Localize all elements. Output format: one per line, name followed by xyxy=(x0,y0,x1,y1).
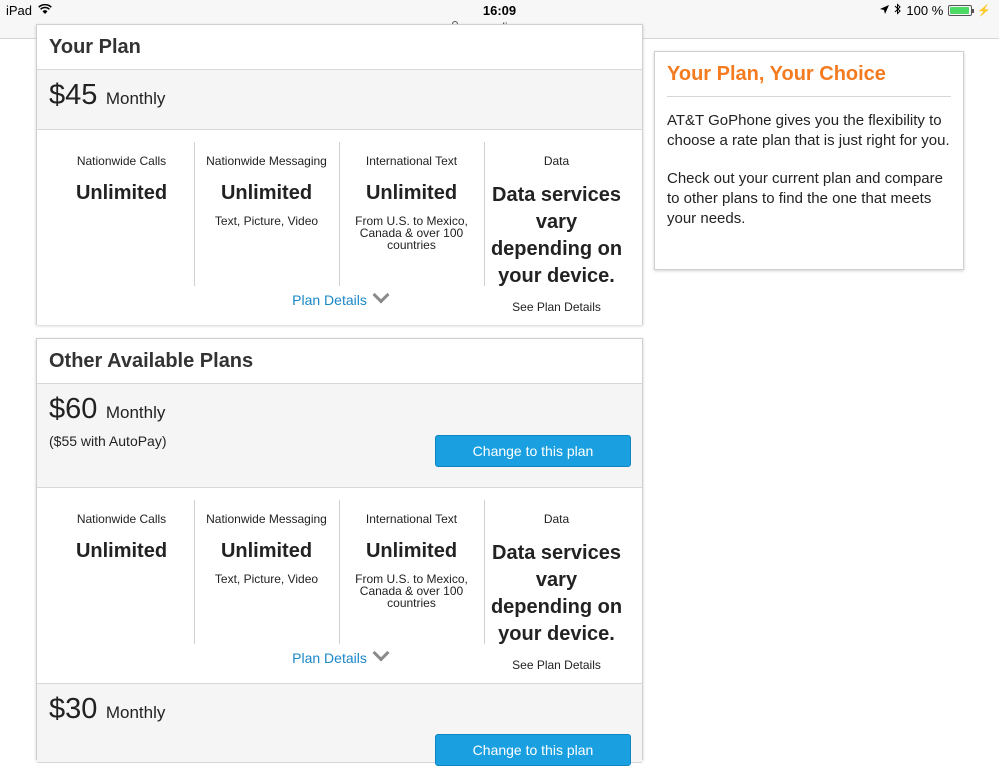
feature-intl-text xyxy=(339,500,485,644)
feature-value: Unlimited xyxy=(365,182,458,204)
feature-value: Data services vary depending on your device. xyxy=(490,542,623,645)
price-period: Monthly xyxy=(105,703,166,722)
price-period: Monthly xyxy=(105,403,166,422)
status-right xyxy=(880,3,991,18)
plan-choice-panel xyxy=(654,51,964,270)
plan-details-label: Plan Details xyxy=(292,650,367,666)
your-plan-price xyxy=(49,79,165,112)
plan-details-label: Plan Details xyxy=(292,292,367,308)
price-amount: $30 xyxy=(49,693,98,725)
plan-details-toggle[interactable] xyxy=(37,650,642,666)
panel-title: Your Plan, Your Choice xyxy=(667,52,951,97)
feature-data xyxy=(484,500,629,672)
feature-intl-text xyxy=(339,142,485,286)
plan-details-toggle[interactable] xyxy=(37,292,642,308)
price-amount: $45 xyxy=(49,79,98,111)
feature-title: International Text xyxy=(365,154,458,168)
bluetooth-icon xyxy=(894,3,901,18)
change-to-plan-60-button[interactable]: Change to this plan xyxy=(435,435,631,467)
other-plans-card xyxy=(36,338,643,760)
feature-sub: From U.S. to Mexico, Canada & over 100 countries xyxy=(355,214,468,252)
feature-value: Unlimited xyxy=(220,182,313,204)
feature-title: International Text xyxy=(365,512,458,526)
device-name: iPad xyxy=(6,3,33,18)
feature-value: Unlimited xyxy=(220,540,313,562)
plan-30-price xyxy=(49,693,165,726)
your-plan-heading: Your Plan xyxy=(37,25,642,70)
change-to-plan-30-button[interactable]: Change to this plan xyxy=(435,734,631,766)
feature-sub: From U.S. to Mexico, Canada & over 100 countries xyxy=(355,572,468,610)
other-plans-heading: Other Available Plans xyxy=(37,339,642,384)
chevron-down-icon xyxy=(372,287,389,304)
see-plan-details-link[interactable]: See Plan Details xyxy=(512,658,601,672)
chevron-down-icon xyxy=(372,645,389,662)
feature-title: Nationwide Calls xyxy=(76,154,167,168)
price-period: Monthly xyxy=(105,89,166,108)
feature-title: Nationwide Calls xyxy=(76,512,167,526)
feature-data xyxy=(484,142,629,314)
plan-60-price xyxy=(49,393,165,426)
price-amount: $60 xyxy=(49,393,98,425)
feature-messaging xyxy=(194,142,340,286)
charging-icon: ⚡ xyxy=(977,5,991,17)
feature-value: Unlimited xyxy=(75,182,168,204)
battery-icon xyxy=(948,5,972,16)
your-plan-price-row xyxy=(37,70,642,130)
your-plan-card xyxy=(36,24,643,325)
plan-30-price-row xyxy=(37,683,642,763)
autopay-note: ($55 with AutoPay) xyxy=(49,433,167,449)
feature-title: Nationwide Messaging xyxy=(206,154,327,168)
feature-calls xyxy=(49,500,195,644)
feature-value: Unlimited xyxy=(365,540,458,562)
plan-60-features xyxy=(37,488,642,683)
feature-title: Data xyxy=(543,154,570,168)
clock: 16:09 xyxy=(482,3,517,18)
feature-title: Data xyxy=(543,512,570,526)
panel-paragraph-2: Check out your current plan and compare to other plans to find the one that meets your needs. xyxy=(667,170,943,227)
your-plan-features xyxy=(37,130,642,325)
feature-value: Data services vary depending on your device. xyxy=(490,184,623,287)
battery-percent: 100 % xyxy=(906,3,944,18)
location-icon xyxy=(880,3,889,18)
panel-paragraph-1: AT&T GoPhone gives you the flexibility to choose a rate plan that is just right for you. xyxy=(667,112,950,149)
feature-title: Nationwide Messaging xyxy=(206,512,327,526)
plan-60-price-row xyxy=(37,384,642,488)
feature-sub: Text, Picture, Video xyxy=(214,572,319,586)
feature-calls xyxy=(49,142,195,286)
feature-messaging xyxy=(194,500,340,644)
see-plan-details-link[interactable]: See Plan Details xyxy=(512,300,601,314)
battery-fill xyxy=(950,7,969,14)
feature-sub: Text, Picture, Video xyxy=(214,214,319,228)
feature-value: Unlimited xyxy=(75,540,168,562)
